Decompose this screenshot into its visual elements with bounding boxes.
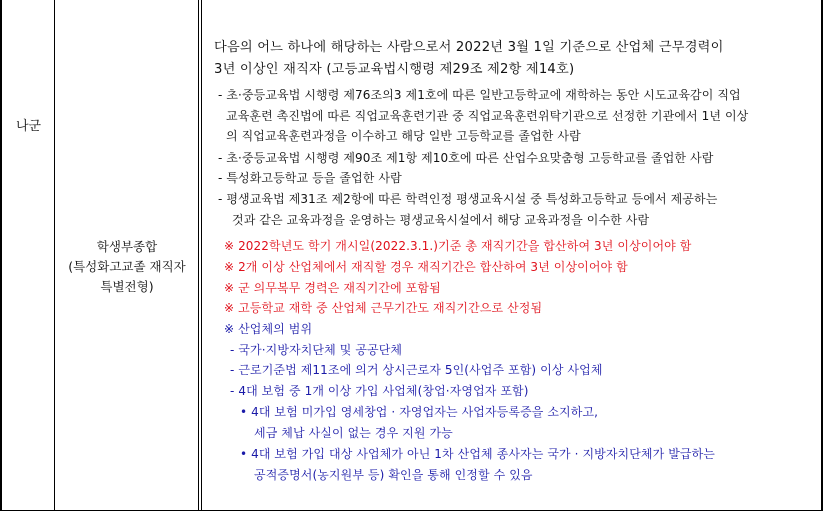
intro-line: 3년 이상인 재직자 (고등교육법시행령 제29조 제2항 제14호) — [214, 62, 575, 77]
category-label: 나군 — [15, 119, 42, 134]
admission-type-line: 특별전형) — [100, 279, 154, 294]
admission-type-line: 학생부종합 — [96, 239, 158, 254]
industry-scope-item: - 국가·지방자치단체 및 공공단체 — [230, 343, 403, 357]
category-cell — [2, 0, 55, 510]
admission-type-label — [55, 237, 199, 297]
eligibility-cell — [202, 0, 821, 510]
red-note: ※ 군 의무복무 경력은 재직기간에 포함됨 — [224, 281, 441, 295]
red-note: ※ 2022학년도 학기 개시일(2022.3.1.)기준 총 재직기간을 합산하여 3년 이상이어야 함 — [224, 239, 692, 253]
criteria-line: - 평생교육법 제31조 제2항에 따른 학력인정 평생교육시설 중 특성화고등학교 등에서 제공하는 — [218, 192, 718, 206]
criteria-line: 것과 같은 교육과정을 운영하는 평생교육시설에서 해당 교육과정을 이수한 사람 — [232, 213, 650, 227]
industry-scope-heading: ※ 산업체의 범위 — [224, 322, 313, 336]
admission-type-line: (특성화고교졸 재직자 — [68, 259, 186, 274]
criteria-line: - 특성화고등학교 등을 졸업한 사람 — [218, 171, 402, 185]
industry-scope-item: - 4대 보험 중 1개 이상 가입 사업체(창업·자영업자 포함) — [230, 384, 529, 398]
criteria-line: - 초·중등교육법 시행령 제90조 제1항 제10호에 따른 산업수요맞춤형 고등학교를 졸업한 사람 — [218, 151, 714, 165]
criteria-line: 의 직업교육훈련과정을 이수하고 해당 일반 고등학교를 졸업한 사람 — [226, 129, 581, 143]
industry-scope-item: - 근로기준법 제11조에 의거 상시근로자 5인(사업주 포함) 이상 사업체 — [230, 363, 603, 377]
criteria-line: - 초·중등교육법 시행령 제76조의3 제1호에 따른 일반고등학교에 재학하는 동안 시도교육감이 직업 — [218, 88, 741, 102]
criteria-line: 교육훈련 촉진법에 따른 직업교육훈련기관 중 직업교육훈련위탁기관으로 선정한 기관에서 1년 이상 — [226, 109, 749, 123]
red-note: ※ 고등학교 재학 중 산업체 근무기간도 재직기간으로 산정됨 — [224, 301, 543, 315]
industry-scope-bullet: • 4대 보험 가입 대상 사업체가 아닌 1차 산업체 종사자는 국가 · 지방자치단체가 발급하는 — [240, 447, 715, 461]
industry-scope-bullet-cont: 공적증명서(농지원부 등) 확인을 통해 인정할 수 있음 — [254, 468, 533, 482]
industry-scope-bullet-cont: 세금 체납 사실이 없는 경우 지원 가능 — [254, 426, 453, 440]
industry-scope-bullet: • 4대 보험 미가입 영세창업 · 자영업자는 사업자등록증을 소지하고, — [240, 405, 599, 419]
admission-type-cell — [55, 0, 199, 510]
red-note: ※ 2개 이상 산업체에서 재직할 경우 재직기간은 합산하여 3년 이상이어야 함 — [224, 260, 628, 274]
intro-line: 다음의 어느 하나에 해당하는 사람으로서 2022년 3월 1일 기준으로 산업체 근무경력이 — [214, 40, 724, 55]
